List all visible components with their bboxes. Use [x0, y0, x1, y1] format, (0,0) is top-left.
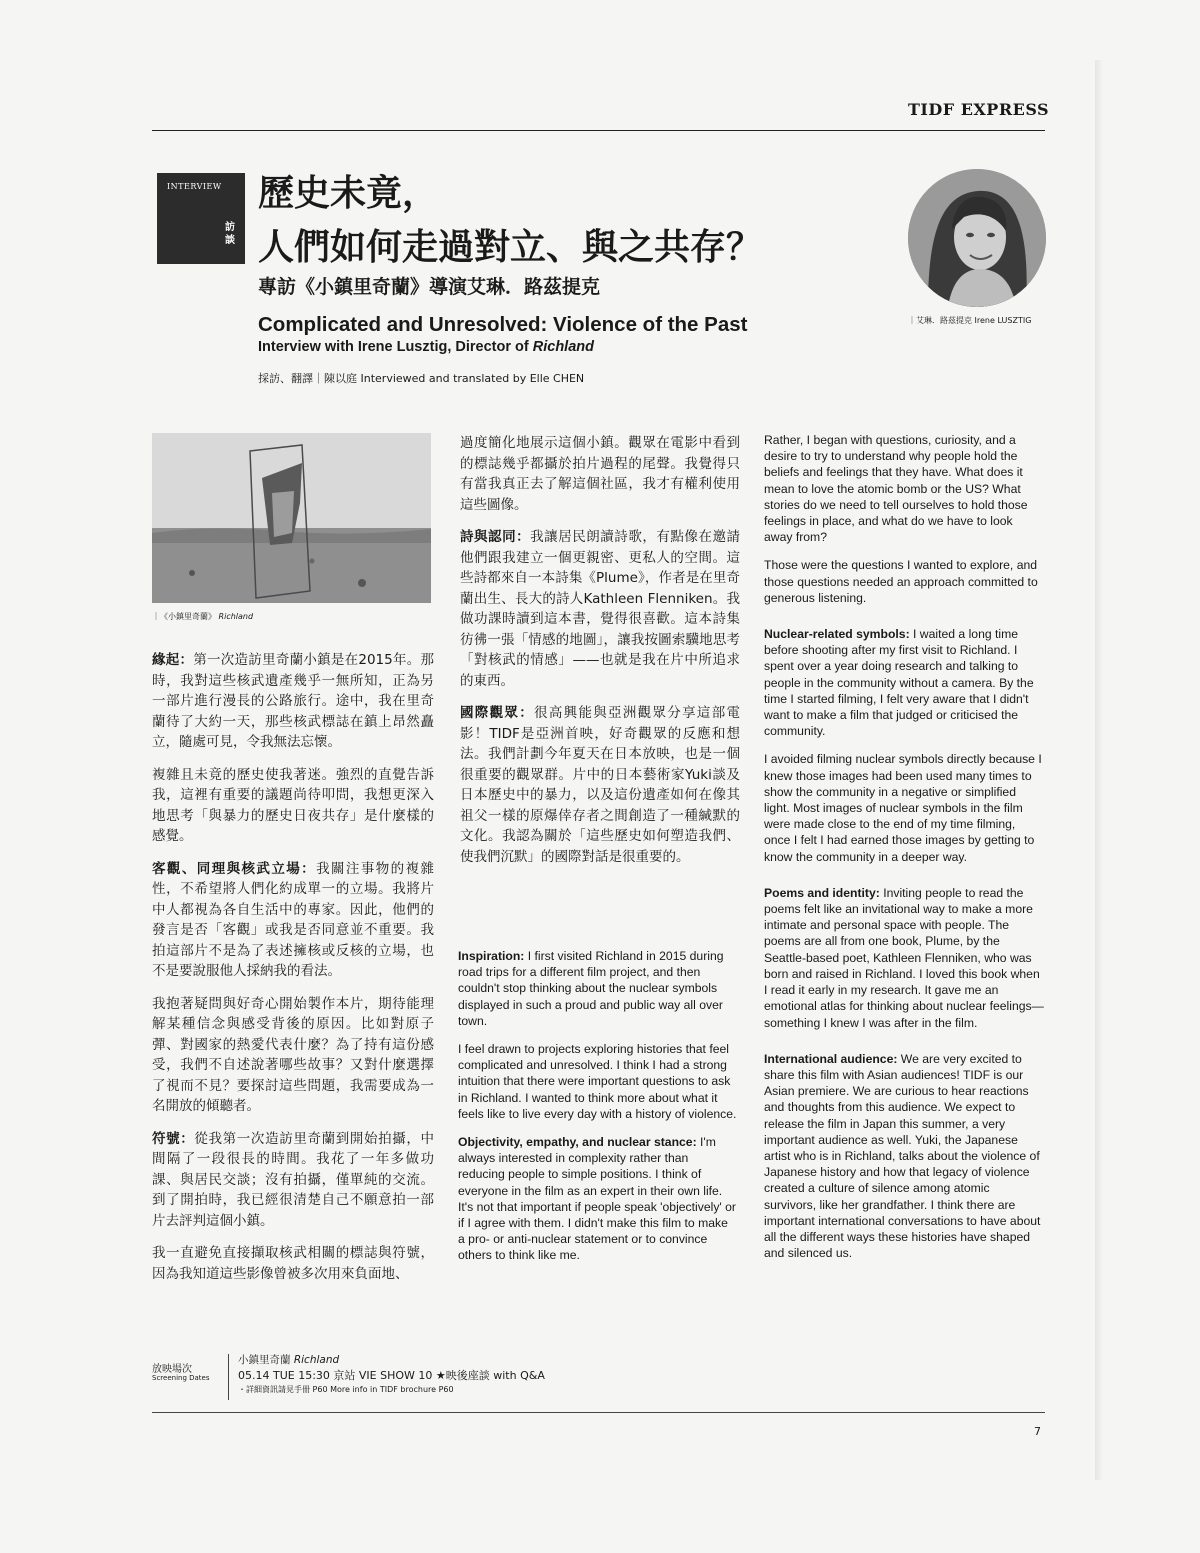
zh-paragraph-lead: 緣起： — [152, 652, 194, 668]
zh-paragraph — [152, 1129, 434, 1232]
screening-note: ・詳細資訊請見手冊 P60 More info in TIDF brochure P60 — [238, 1385, 454, 1394]
screening-film-en: Richland — [293, 1354, 340, 1366]
screening-label-en: Screening Dates — [152, 1374, 210, 1382]
en-paragraph-text: I feel drawn to projects exploring histories that feel complicated and unresolved. I think I had a strong intuition that there were important questions to ask in Richland. I wanted to think more about what it feels like to live every day with a history of violence. — [458, 1042, 737, 1121]
english-column-1 — [458, 948, 738, 1276]
subheadline-en-film: Richland — [532, 339, 594, 355]
zh-paragraph-lead: 詩與認同： — [460, 529, 531, 545]
zh-paragraph-text: 我一直避免直接擷取核武相關的標誌與符號，因為我知道這些影像曾被多次用來負面地、 — [152, 1245, 434, 1282]
en-paragraph-text: Those were the questions I wanted to explore, and those questions needed an approach committed to generous listening. — [764, 558, 1038, 605]
screening-film-title — [238, 1352, 339, 1367]
film-still-image — [152, 433, 431, 603]
director-portrait — [908, 169, 1046, 307]
zh-paragraph — [152, 1243, 434, 1284]
headline-en: Complicated and Unresolved: Violence of the Past — [258, 313, 748, 336]
en-paragraph-text: I avoided filming nuclear symbols directly because I knew those images had been used many times to show the community in a negative or simplified light. Most images of nuclear symbols in the film were made close to the end of my time filming, once I felt I had earned those images by getting to know the community in a deeper way. — [764, 752, 1042, 864]
subheadline-en-prefix: Interview with Irene Lusztig, Director of — [258, 339, 533, 355]
screening-divider — [228, 1354, 229, 1400]
screening-time: 05.14 TUE 15:30 京站 VIE SHOW 10 ★映後座談 with Q&A — [238, 1369, 545, 1382]
portrait-caption: ｜艾琳．路茲提克 Irene LUSZTIG — [908, 316, 1032, 325]
zh-paragraph — [152, 765, 434, 847]
zh-paragraph-lead: 符號： — [152, 1130, 195, 1147]
zh-paragraph-text: 複雜且未竟的歷史使我著迷。強烈的直覺告訴我，這裡有重要的議題尚待叩問，我想更深入地思考「與暴力的歷史日夜共存」是什麼樣的感覺。 — [152, 766, 434, 844]
english-column-2 — [764, 432, 1044, 1273]
zh-paragraph-text: 第一次造訪里奇蘭小鎮是在2015年。那時，我對這些核武遺產幾乎一無所知，正為另一部片進行漫長的公路旅行。途中，我在里奇蘭待了大約一天，那些核武標誌在鎮上昂然矗立，隨處可見，令我無法忘懷。 — [152, 652, 435, 750]
zh-paragraph-text: 我抱著疑問與好奇心開始製作本片，期待能理解某種信念與感受背後的原因。比如對原子彈、對國家的熱愛代表什麼？為了持有這份感受，我們不自述說著哪些故事？又對什麼選擇了視而不見？要探討這些問題，我需要成為一名開放的傾聽者。 — [152, 995, 434, 1114]
en-paragraph — [764, 557, 1044, 606]
interview-tag-en: INTERVIEW — [167, 182, 222, 191]
headline-zh — [258, 167, 878, 275]
en-paragraph — [764, 885, 1044, 1031]
en-paragraph-lead: International audience: — [764, 1051, 898, 1066]
en-paragraph-lead: Nuclear-related symbols: — [764, 627, 910, 642]
zh-paragraph-lead: 客觀、同理與核武立場： — [152, 860, 317, 877]
screening-label-zh: 放映場次 — [152, 1364, 192, 1375]
en-paragraph-text: I waited a long time before shooting after my first visit to Richland. I spent over a year doing research and talking to people in the community without a camera. By the time I started filming, I felt very aware that I didn't want to make a film that judged or criticised the community. — [764, 627, 1034, 739]
photo-caption — [152, 611, 253, 622]
en-paragraph — [764, 626, 1044, 739]
en-paragraph-text: Rather, I began with questions, curiosity, and a desire to try to understand why people hold the beliefs and feelings that they have. What does it mean to love the atomic bomb or the US? What stories do we need to tell ourselves to hold those feelings in place, and what do we have to look away from? — [764, 433, 1028, 545]
chinese-column-2 — [460, 433, 740, 879]
headline-zh-line-1: 歷史未竟， — [258, 173, 439, 214]
en-paragraph — [458, 1041, 738, 1122]
zh-paragraph — [460, 703, 740, 867]
headline-zh-line-2: 人們如何走過對立、與之共存？ — [258, 227, 763, 268]
zh-paragraph-text: 我關注事物的複雜性，不希望將人們化約成單一的立場。我將片中人都視為各自生活中的專家。因此，他們的發言是否「客觀」或我是否同意並不重要。我拍這部片不是為了表述擁核或反核的立場，也不是要說服他人採納我的看法。 — [152, 860, 435, 979]
page-edge-shadow — [1095, 60, 1103, 1480]
en-paragraph-lead: Objectivity, empathy, and nuclear stance: — [458, 1135, 697, 1150]
zh-paragraph — [152, 650, 434, 753]
zh-paragraph — [460, 433, 740, 515]
film-still-photo — [152, 433, 431, 603]
en-paragraph — [764, 751, 1044, 864]
en-paragraph-text: I'm always interested in complexity rather than reducing people to simple positions. I think of everyone in the film as an expert in their own life. It's not that important if people speak 'objectively' or if I agree with them. I didn't make this film to make a pro- or anti-nuclear statement or to convince others to think like me. — [458, 1135, 736, 1263]
photo-caption-en: Richland — [218, 612, 254, 621]
subheadline-zh: 專訪《小鎮里奇蘭》導演艾琳．路茲提克 — [258, 276, 601, 298]
subheadline-en — [258, 339, 594, 355]
en-paragraph-lead: Poems and identity: — [764, 885, 880, 900]
interview-tag-zh: 訪談 — [225, 222, 235, 246]
page-number: 7 — [1034, 1425, 1041, 1438]
byline: 採訪、翻譯｜陳以庭 Interviewed and translated by Elle CHEN — [258, 372, 585, 385]
en-paragraph-text: I first visited Richland in 2015 during road trips for a different film project, and then couldn't stop thinking about the nuclear symbols displayed in such a proud and public way all over town. — [458, 949, 724, 1028]
en-paragraph — [764, 432, 1044, 545]
interview-tag — [157, 173, 245, 264]
en-paragraph — [458, 1134, 738, 1264]
header-rule — [152, 130, 1045, 131]
en-paragraph — [458, 948, 738, 1029]
photo-caption-zh: ｜《小鎮里奇蘭》 — [152, 612, 216, 621]
en-paragraph — [764, 1051, 1044, 1262]
masthead: TIDF EXPRESS — [908, 100, 1050, 119]
chinese-column-1 — [152, 650, 434, 1296]
en-paragraph-text: We are very excited to share this film with Asian audiences! TIDF is our Asian premiere. We are curious to hear reactions and thoughts from this audience. We expect to release the film in Japan this summer, a very important audience as well. Yuki, the Japanese artist who is in Richland, talks about the violence of Japanese history and how that legacy of violence created a culture of silence among atomic survivors, like her grandfather. I think there are important international conversations to have about all the different ways these histories have shaped and silenced us. — [764, 1051, 1041, 1261]
zh-paragraph — [460, 527, 740, 691]
zh-paragraph-text: 很高興能與亞洲觀眾分享這部電影！TIDF是亞洲首映，好奇觀眾的反應和想法。我們計劃今年夏天在日本放映，也是一個很重要的觀眾群。片中的日本藝術家Yuki談及日本歷史中的暴力，以及這份遺產如何在像其祖父一樣的原爆倖存者之間創造了一種緘默的文化。我認為關於「這些歷史如何塑造我們、使我們沉默」的國際對話是很重要的。 — [460, 705, 741, 865]
en-paragraph-text: Inviting people to read the poems felt like an invitational way to make a more intimate and personal space with people. The poems are all from one book, Plume, by the Seattle-based poet, Kathleen Flenniken, who was born and raised in Richland. I loved this book when I read it early in my research. It gave me an emotional atlas for thinking about nuclear feelings—something I knew I was after in the film. — [764, 885, 1044, 1030]
zh-paragraph — [152, 859, 434, 982]
zh-paragraph-text: 我讓居民朗讀詩歌，有點像在邀請他們跟我建立一個更親密、更私人的空間。這些詩都來自一本詩集《Plume》，作者是在里奇蘭出生、長大的詩人Kathleen Flenniken。我做功課時讀到這本書，覺得很喜歡。這本詩集彷彿一張「情感的地圖」，讓我按圖索驥地思考「對核武的情感」——也就是我在片中所追求的東西。 — [460, 529, 741, 689]
zh-paragraph-text: 過度簡化地展示這個小鎮。觀眾在電影中看到的標誌幾乎都攝於拍片過程的尾聲。我覺得只有當我真正去了解這個社區，我才有權利使用這些圖像。 — [460, 435, 740, 513]
portrait-image — [908, 169, 1046, 307]
zh-paragraph — [152, 994, 434, 1117]
zh-paragraph-text: 從我第一次造訪里奇蘭到開始拍攝，中間隔了一段很長的時間。我花了一年多做功課、與居民交談；沒有拍攝，僅單純的交流。到了開拍時，我已經很清楚自己不願意拍一部片去評判這個小鎮。 — [152, 1130, 435, 1229]
footer-rule — [152, 1412, 1045, 1413]
en-paragraph-lead: Inspiration: — [458, 949, 525, 963]
screening-film-zh: 小鎮里奇蘭 — [238, 1354, 291, 1366]
zh-paragraph-lead: 國際觀眾： — [460, 705, 535, 721]
